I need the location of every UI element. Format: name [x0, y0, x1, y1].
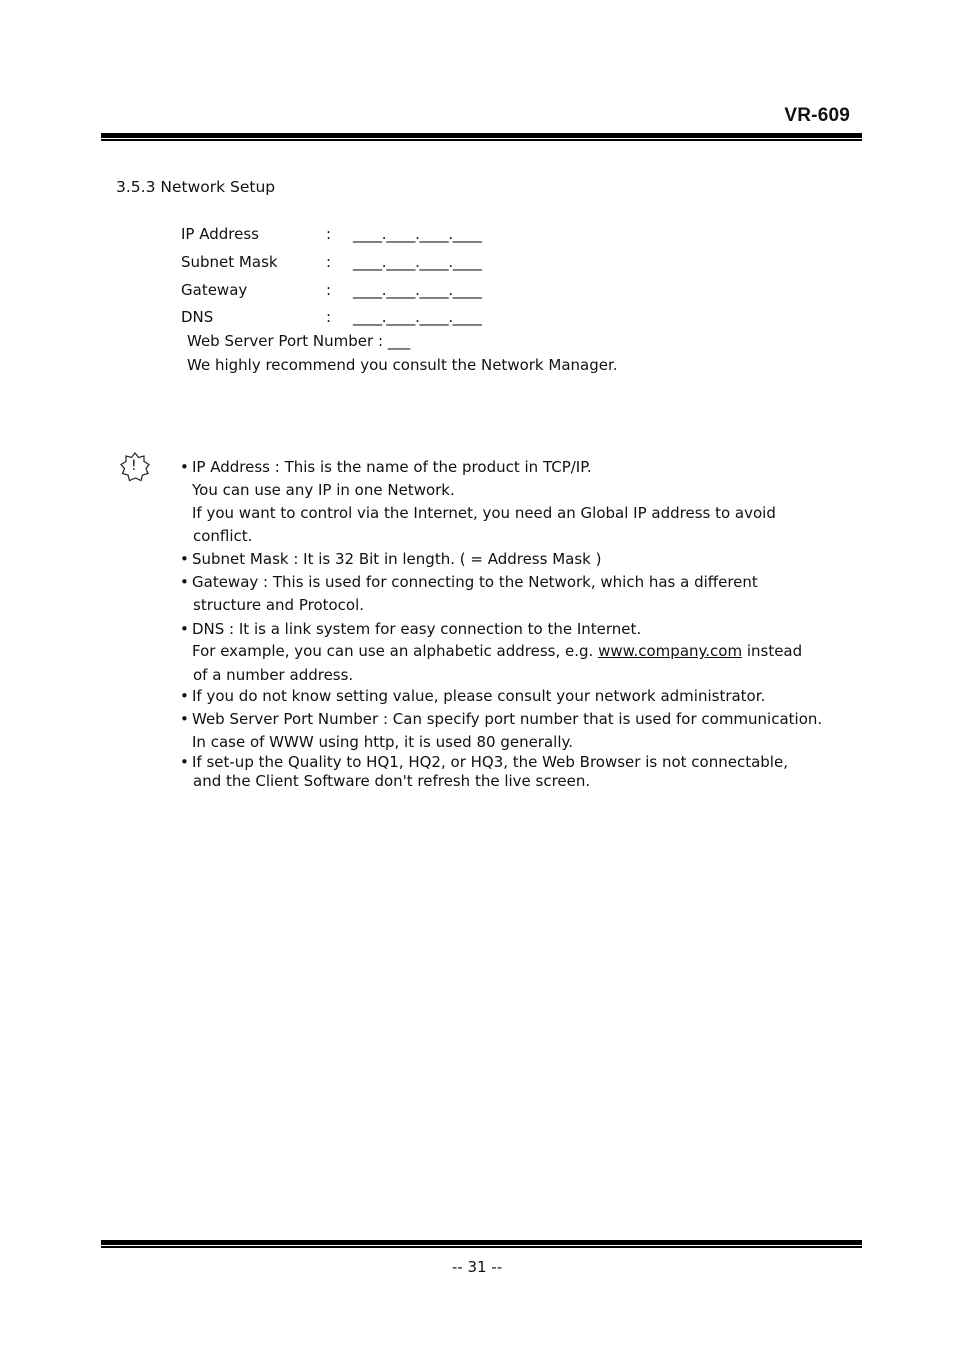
- note-text: If you do not know setting value, please consult your network administrator.: [192, 687, 766, 705]
- footer-rule-thick: [101, 1240, 862, 1245]
- note-quality: [180, 753, 788, 771]
- bullet: •: [180, 710, 189, 728]
- exclamation-badge-icon: [120, 452, 150, 482]
- dns-colon: :: [326, 308, 332, 326]
- recommend-line: We highly recommend you consult the Network Manager.: [187, 356, 618, 374]
- ip-address-colon: :: [326, 225, 332, 243]
- notice-symbol: !: [131, 458, 137, 474]
- note-consult: [180, 687, 765, 705]
- subnet-mask-colon: :: [326, 253, 332, 271]
- page-number: -- 31 --: [451, 1258, 503, 1276]
- footer-rule-thin: [101, 1246, 862, 1248]
- note-ip-line3: If you want to control via the Internet, you need an Global IP address to avoid: [192, 504, 776, 522]
- note-text: instead: [742, 642, 803, 660]
- dns-label: DNS: [181, 308, 214, 326]
- note-text: If set-up the Quality to HQ1, HQ2, or HQ3, the Web Browser is not connectable,: [192, 753, 788, 771]
- ip-address-blank: ____.____.____.____: [353, 225, 482, 243]
- note-ip-line4: conflict.: [193, 527, 253, 545]
- note-text: Web Server Port Number : Can specify port number that is used for communication.: [192, 710, 823, 728]
- note-text: For example, you can use an alphabetic address, e.g.: [192, 642, 599, 660]
- bullet: •: [180, 687, 189, 705]
- ip-address-label: IP Address: [181, 225, 259, 243]
- gateway-colon: :: [326, 281, 332, 299]
- gateway-label: Gateway: [181, 281, 248, 299]
- bullet: •: [180, 550, 189, 568]
- section-title: 3.5.3 Network Setup: [116, 178, 276, 196]
- bullet: •: [180, 620, 189, 638]
- note-gateway: [180, 573, 758, 591]
- note-text: IP Address : This is the name of the product in TCP/IP.: [192, 458, 592, 476]
- dns-blank: ____.____.____.____: [353, 308, 482, 326]
- header-rule-thick: [101, 133, 862, 138]
- model-name: VR-609: [784, 105, 850, 126]
- bullet: •: [180, 573, 189, 591]
- note-text: Gateway : This is used for connecting to the Network, which has a different: [192, 573, 758, 591]
- note-web-port-line2: In case of WWW using http, it is used 80 generally.: [192, 733, 573, 751]
- note-ip-address: [180, 458, 592, 476]
- note-text: Subnet Mask : It is 32 Bit in length. ( = Address Mask ): [192, 550, 602, 568]
- note-web-port: [180, 710, 822, 728]
- note-text: DNS : It is a link system for easy connection to the Internet.: [192, 620, 642, 638]
- note-ip-line2: You can use any IP in one Network.: [192, 481, 455, 499]
- note-gateway-line2: structure and Protocol.: [193, 596, 365, 614]
- note-quality-line2: and the Client Software don't refresh the live screen.: [193, 772, 591, 790]
- subnet-mask-label: Subnet Mask: [181, 253, 278, 271]
- example-link[interactable]: www.company.com: [598, 642, 743, 660]
- note-subnet-mask: [180, 550, 601, 568]
- web-port-line: Web Server Port Number : ___: [187, 332, 411, 350]
- note-dns-line2: [192, 642, 802, 660]
- header-rule-thin: [101, 139, 862, 141]
- bullet: •: [180, 458, 189, 476]
- note-dns-line3: of a number address.: [193, 666, 354, 684]
- bullet: •: [180, 753, 189, 771]
- subnet-mask-blank: ____.____.____.____: [353, 253, 482, 271]
- note-dns: [180, 620, 641, 638]
- gateway-blank: ____.____.____.____: [353, 281, 482, 299]
